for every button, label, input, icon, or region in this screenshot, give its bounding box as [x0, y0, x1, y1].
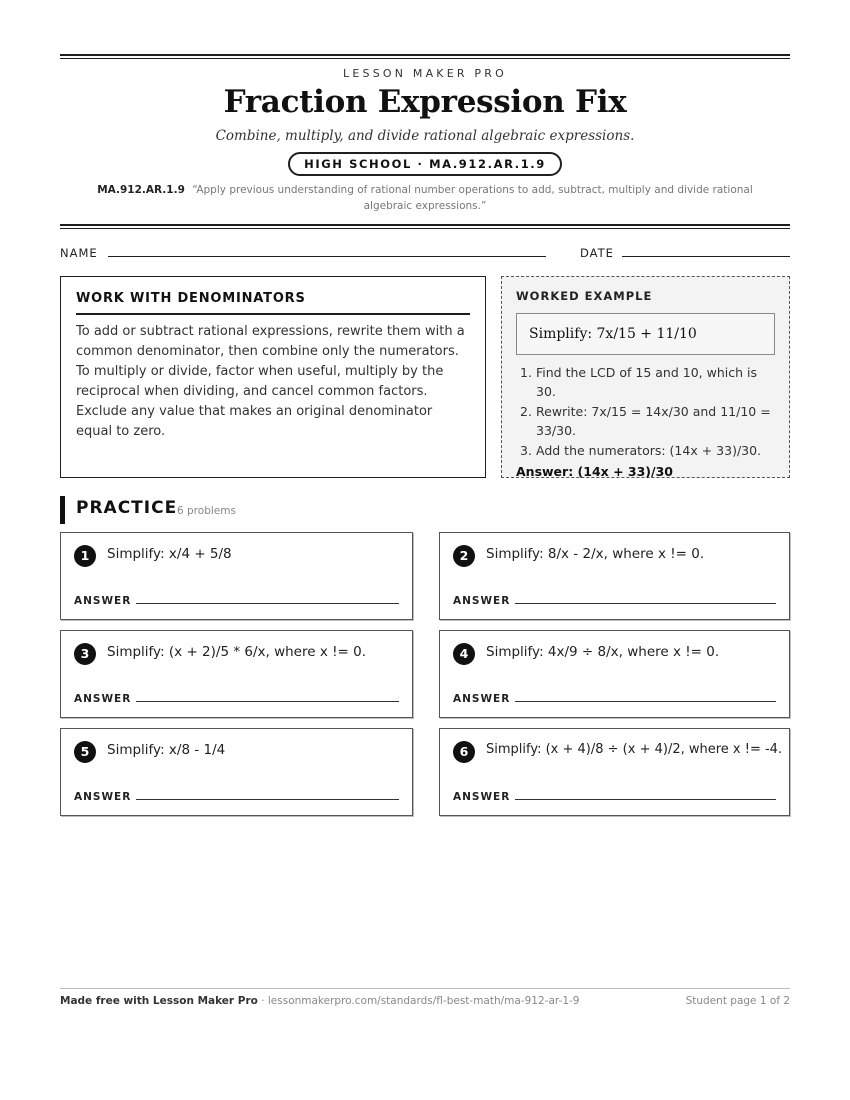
answer-field[interactable]	[136, 701, 399, 702]
standard-code: MA.912.AR.1.9	[97, 184, 185, 196]
answer-field[interactable]	[515, 799, 776, 800]
problem-card	[439, 630, 790, 718]
worked-example-title: WORKED EXAMPLE	[516, 289, 653, 303]
problem-number: 3	[74, 643, 96, 665]
header-bottom-rule	[60, 224, 790, 229]
practice-accent-bar	[60, 496, 65, 524]
problem-number: 1	[74, 545, 96, 567]
problem-text: Simplify: 4x/9 ÷ 8/x, where x != 0.	[486, 644, 720, 660]
problem-number: 6	[453, 741, 475, 763]
problem-card	[439, 728, 790, 816]
problem-number: 5	[74, 741, 96, 763]
example-step: 2. Rewrite: 7x/15 = 14x/30 and 11/10 = 33/30.	[520, 404, 771, 438]
worksheet-title: Fraction Expression Fix	[223, 84, 627, 120]
answer-label: ANSWER	[453, 791, 511, 803]
footer-credit	[60, 995, 579, 1007]
footer-rule	[60, 988, 790, 989]
footer-page-number: Student page 1 of 2	[685, 995, 790, 1007]
answer-label: ANSWER	[74, 595, 132, 607]
worked-example-prompt: Simplify: 7x/15 + 11/10	[516, 313, 775, 355]
header-top-rule	[60, 54, 790, 59]
worksheet-subtitle: Combine, multiply, and divide rational algebraic expressions.	[215, 128, 635, 144]
answer-label: ANSWER	[74, 791, 132, 803]
problem-card	[439, 532, 790, 620]
name-label: NAME	[60, 246, 98, 260]
answer-field[interactable]	[515, 603, 776, 604]
answer-label: ANSWER	[453, 595, 511, 607]
answer-label: ANSWER	[453, 693, 511, 705]
worksheet-page	[60, 0, 790, 1100]
concept-box	[60, 276, 486, 478]
problem-number: 2	[453, 545, 475, 567]
standard-description	[80, 182, 770, 214]
worked-example-answer: Answer: (14x + 33)/30	[516, 464, 673, 479]
problem-text: Simplify: x/4 + 5/8	[107, 546, 232, 562]
example-step: 3. Add the numerators: (14x + 33)/30.	[520, 443, 762, 458]
footer-made-with: Made free with Lesson Maker Pro	[60, 995, 258, 1007]
answer-label: ANSWER	[74, 693, 132, 705]
problem-card	[60, 728, 413, 816]
footer-separator: ·	[257, 995, 268, 1007]
problem-card	[60, 630, 413, 718]
concept-title: WORK WITH DENOMINATORS	[76, 291, 470, 315]
example-step: 1. Find the LCD of 15 and 10, which is 30.	[520, 365, 757, 399]
problem-card	[60, 532, 413, 620]
problem-text: Simplify: (x + 4)/8 ÷ (x + 4)/2, where x != -4.	[486, 742, 783, 757]
practice-count: 6 problems	[177, 505, 236, 517]
grade-standard-badge: HIGH SCHOOL · MA.912.AR.1.9	[288, 152, 562, 176]
problem-text: Simplify: 8/x - 2/x, where x != 0.	[486, 546, 705, 562]
practice-heading: PRACTICE	[76, 498, 178, 518]
worked-example-box	[501, 276, 790, 478]
answer-field[interactable]	[136, 603, 399, 604]
concept-body: To add or subtract rational expressions, rewrite them with a common denominator, then combine only the numerators. To multiply or divide, factor when useful, multiply by the reciprocal when dividing, and cancel common factors. Exclude any value that makes an original denominator equal to zero.	[76, 324, 465, 439]
problem-number: 4	[453, 643, 475, 665]
date-label: DATE	[580, 246, 614, 260]
problem-text: Simplify: x/8 - 1/4	[107, 742, 226, 758]
answer-field[interactable]	[515, 701, 776, 702]
standard-text: “Apply previous understanding of rational number operations to add, subtract, multiply and divide rational algebraic expressions.”	[192, 184, 753, 212]
problem-text: Simplify: (x + 2)/5 * 6/x, where x != 0.	[107, 644, 367, 660]
answer-field[interactable]	[136, 799, 399, 800]
brand-name: LESSON MAKER PRO	[343, 67, 507, 80]
worked-example-steps	[516, 363, 775, 460]
footer-url[interactable]: lessonmakerpro.com/standards/fl-best-math/ma-912-ar-1-9	[267, 995, 580, 1007]
name-field[interactable]	[108, 256, 546, 257]
date-field[interactable]	[622, 256, 790, 257]
